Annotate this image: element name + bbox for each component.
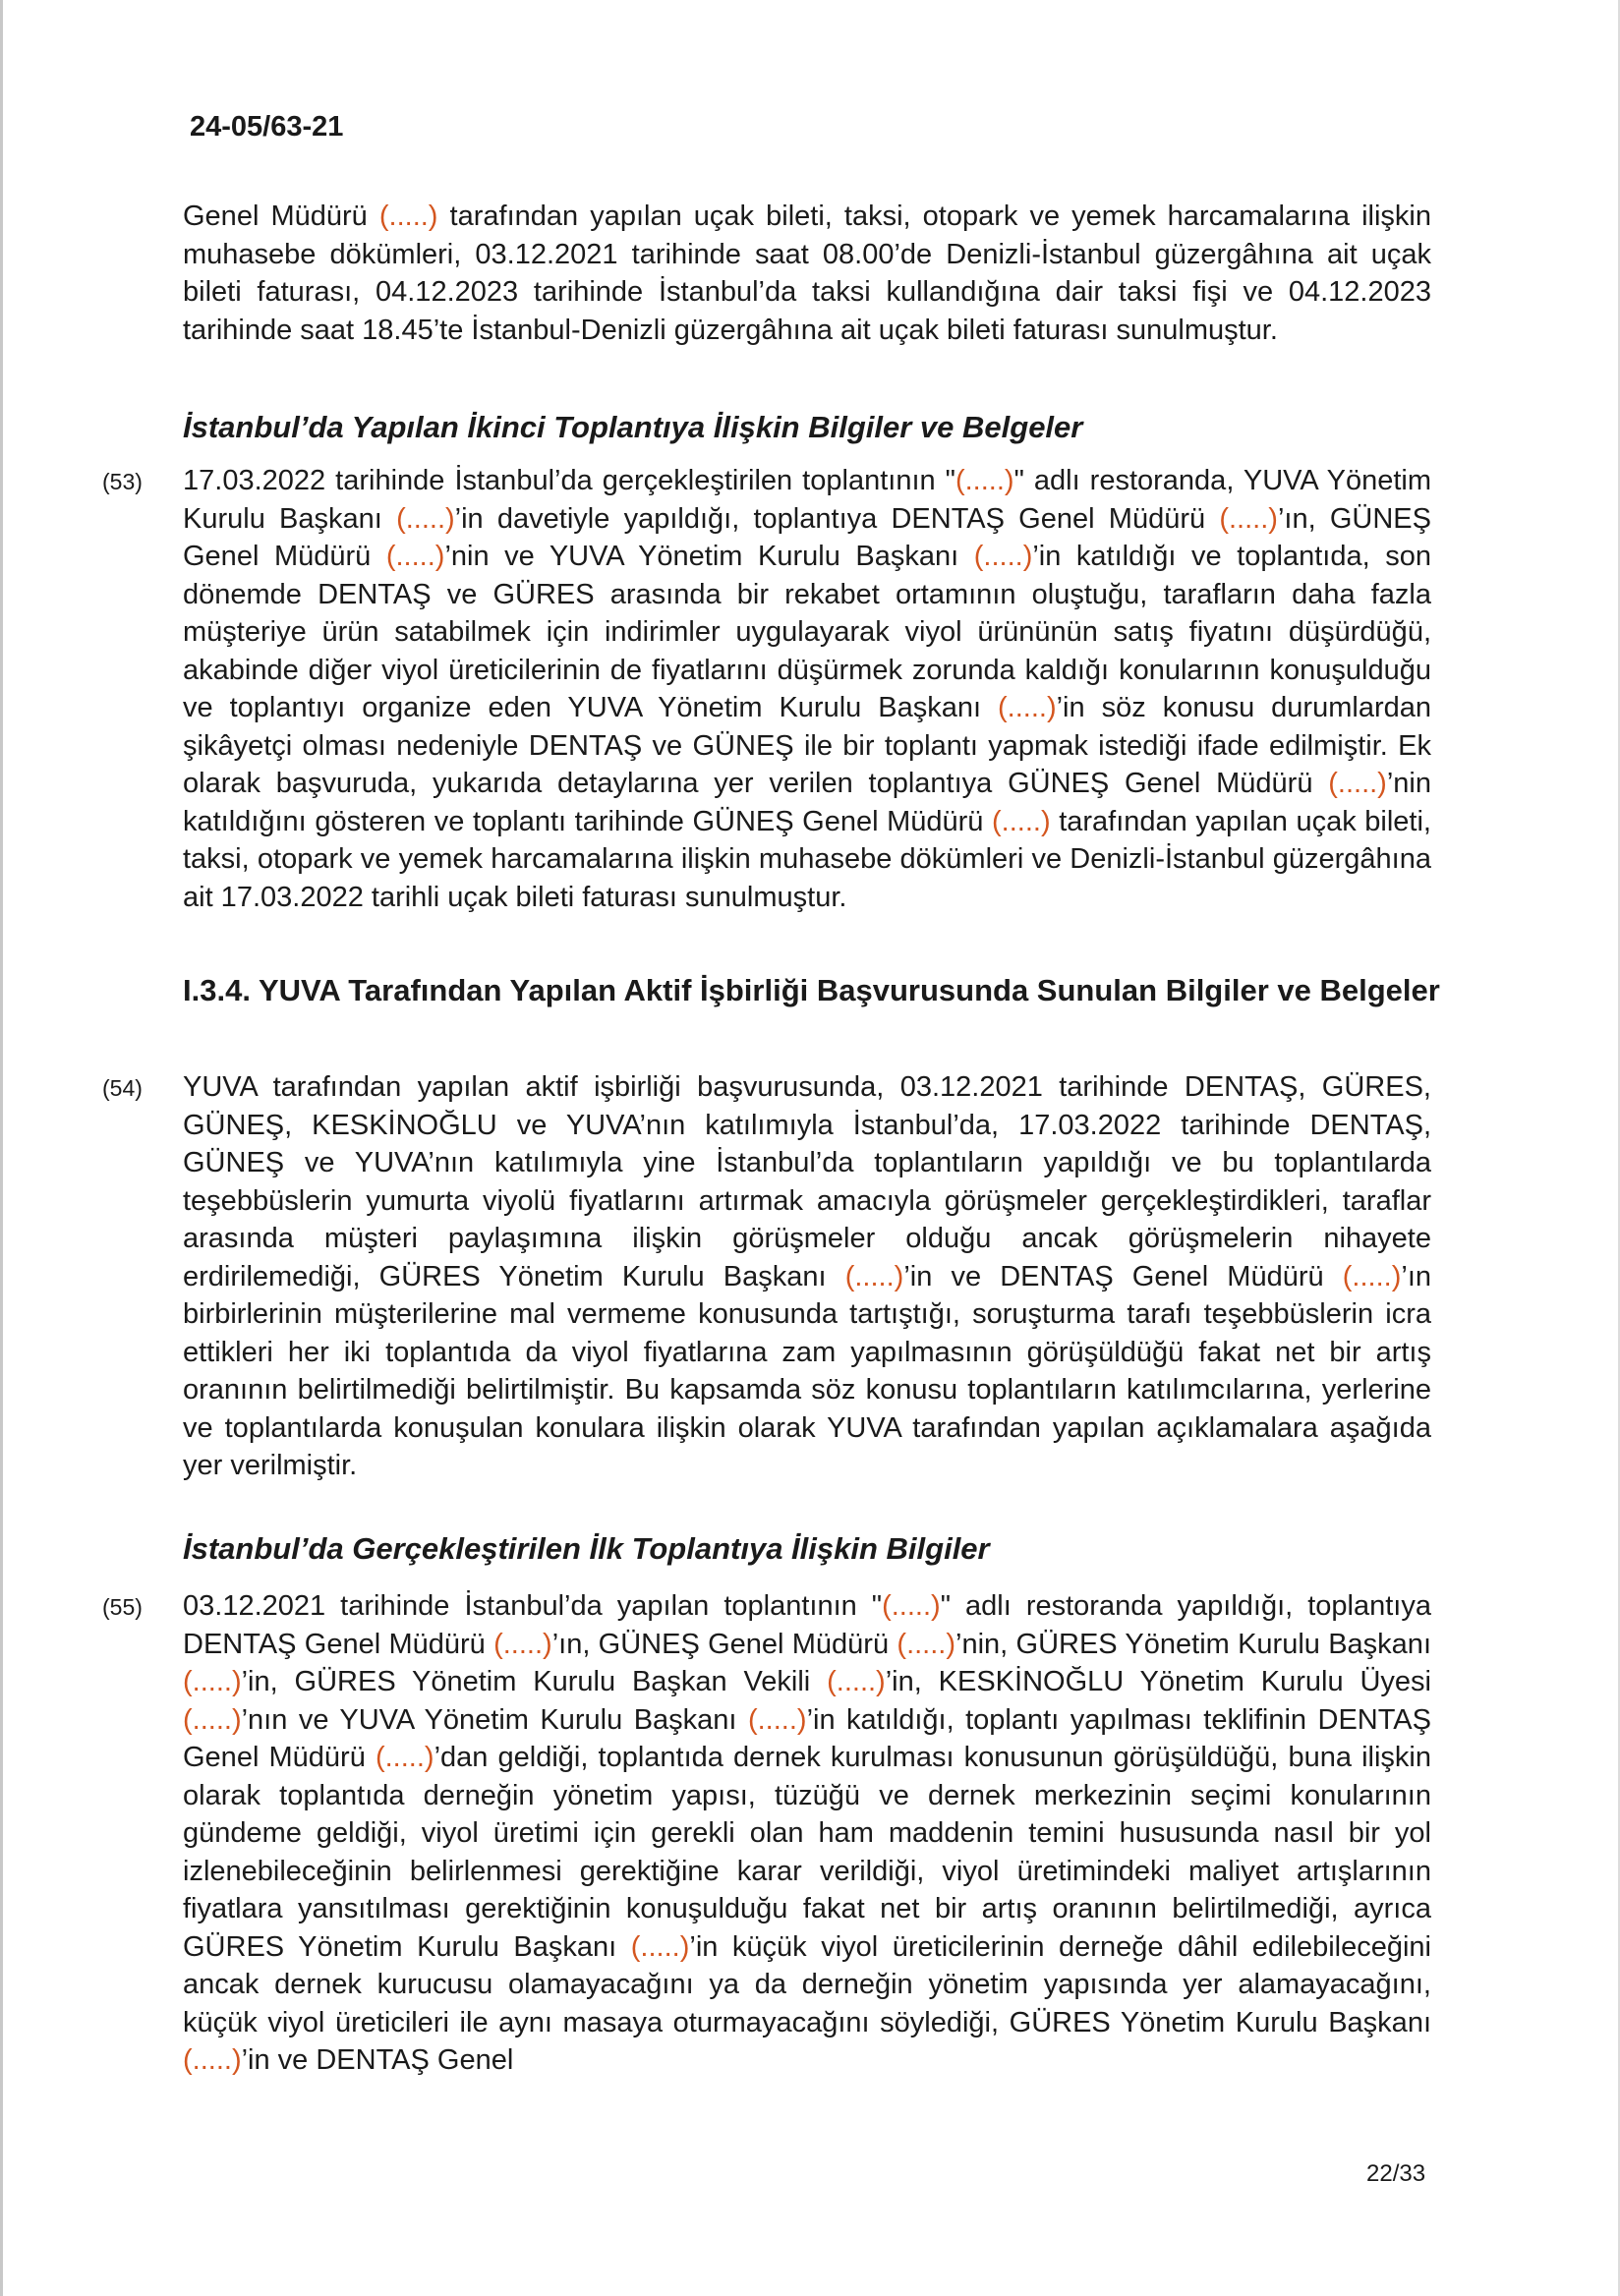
paragraph-continued: [183, 198, 1431, 349]
redaction-mark: (.....): [1219, 502, 1278, 535]
paragraph-number-54: (54): [102, 1075, 143, 1101]
paragraph-55: [183, 1587, 1431, 2080]
paragraph-53: [183, 462, 1431, 916]
redaction-mark: (.....): [396, 502, 455, 535]
redaction-mark: (.....): [882, 1590, 941, 1622]
redaction-mark: (.....): [183, 1703, 242, 1736]
paragraph-text: 17.03.2022 tarihinde İstanbul’da gerçekleştirilen toplantının "(.....)" adlı restoranda, YUVA Yönetim Kurulu Başkanı (.....)’in davetiyle yapıldığı, toplantıya DENTAŞ Genel Müdürü (.....)’ın, GÜNEŞ Genel Müdürü (.....)’nin ve YUVA Yönetim Kurulu Başkanı (.....)’in katıldığı ve toplantıda, son dönemde DENTAŞ ve GÜRES arasında bir rekabet ortamının oluştuğu, tarafların daha fazla müşteriye ürün satabilmek için indirimler uygulayarak viyol ürününün satış fiyatını düşürdüğü, akabinde diğer viyol üreticilerinin de fiyatlarını düşürmek zorunda kaldığı konularının konuşulduğu ve toplantıyı organize eden YUVA Yönetim Kurulu Başkanı (.....)’in söz konusu durumlardan şikâyetçi olması nedeniyle DENTAŞ ve GÜNEŞ ile bir toplantı yapmak istediği ifade edilmiştir. Ek olarak başvuruda, yukarıda detaylarına yer verilen toplantıya GÜNEŞ Genel Müdürü (.....)’nin katıldığını gösteren ve toplantı tarihinde GÜNEŞ Genel Müdürü (.....) tarafından yapılan uçak bileti, taksi, otopark ve yemek harcamalarına ilişkin muhasebe dökümleri ve Denizli-İstanbul güzergâhına ait 17.03.2022 tarihli uçak bileti faturası sunulmuştur.: [183, 465, 1431, 913]
redaction-mark: (.....): [493, 1628, 552, 1660]
section-heading-first-meeting: İstanbul’da Gerçekleştirilen İlk Toplantıya İlişkin Bilgiler: [183, 1531, 990, 1566]
paragraph-number-55: (55): [102, 1594, 143, 1620]
scan-left-edge: [0, 0, 3, 2296]
redaction-mark: (.....): [992, 805, 1051, 837]
redaction-mark: (.....): [385, 541, 445, 572]
redaction-mark: (.....): [844, 1260, 904, 1292]
redaction-mark: (.....): [183, 2044, 242, 2076]
redaction-mark: (.....): [375, 1742, 434, 1773]
redaction-mark: (.....): [378, 201, 438, 232]
redaction-mark: (.....): [630, 1930, 690, 1963]
paragraph-text: YUVA tarafından yapılan aktif işbirliği başvurusunda, 03.12.2021 tarihinde DENTAŞ, GÜRES, GÜNEŞ, KESKİNOĞLU ve YUVA’nın katılımıyla İstanbul’da, 17.03.2022 tarihinde DENTAŞ, GÜNEŞ ve YUVA’nın katılımıyla yine İstanbul’da toplantıların yapıldığı ve bu toplantılarda teşebbüslerin yumurta viyolü fiyatlarını artırmak amacıyla görüşmeler gerçekleştirdikleri, taraflar arasında müşteri paylaşımına ilişkin görüşmeler olduğu ancak görüşmelerin nihayete erdirilemediği, GÜRES Yönetim Kurulu Başkanı (.....)’in ve DENTAŞ Genel Müdürü (.....)’ın birbirlerinin müşterilerine mal vermeme konusunda tartıştığı, soruşturma tarafı teşebbüslerin icra ettikleri her iki toplantıda da viyol fiyatlarına zam yapılmasının görüşüldüğü fakat net bir artış oranının belirtilmediği belirtilmiştir. Bu kapsamda söz konusu toplantıların katılımcılarına, yerlerine ve toplantılarda konuşulan konulara ilişkin olarak YUVA tarafından yapılan açıklamalara aşağıda yer verilmiştir.: [183, 1071, 1432, 1481]
redaction-mark: (.....): [1328, 768, 1387, 799]
document-code: 24-05/63-21: [190, 111, 344, 143]
redaction-mark: (.....): [1342, 1260, 1402, 1292]
paragraph-number-53: (53): [102, 469, 143, 494]
redaction-mark: (.....): [955, 465, 1014, 496]
redaction-mark: (.....): [183, 1666, 242, 1697]
redaction-mark: (.....): [747, 1703, 807, 1736]
redaction-mark: (.....): [973, 541, 1033, 572]
redaction-mark: (.....): [998, 692, 1057, 723]
redaction-mark: (.....): [827, 1666, 886, 1697]
page-number: 22/33: [1366, 2160, 1426, 2187]
redaction-mark: (.....): [897, 1628, 956, 1660]
paragraph-text: 03.12.2021 tarihinde İstanbul’da yapılan toplantının "(.....)" adlı restoranda yapıldığı, toplantıya DENTAŞ Genel Müdürü (.....)’ın, GÜNEŞ Genel Müdürü (.....)’nin, GÜRES Yönetim Kurulu Başkanı (.....)’in, GÜRES Yönetim Kurulu Başkan Vekili (.....)’in, KESKİNOĞLU Yönetim Kurulu Üyesi (.....)’nın ve YUVA Yönetim Kurulu Başkanı (.....)’in katıldığı, toplantı yapılması teklifinin DENTAŞ Genel Müdürü (.....)’dan geldiği, toplantıda dernek kurulması konusunun görüşüldüğü, buna ilişkin olarak toplantıda derneğin yönetim yapısı, tüzüğü ve dernek merkezinin seçimi konularının gündeme geldiği, viyol üretimi için gerekli olan ham maddenin temini hususunda nasıl bir yol izlenebileceğinin belirlenmesi gerektiğine karar verildiği, viyol üretimindeki maliyet artışlarının fiyatlara yansıtılması gerektiğinin konuşulduğu fakat net bir artış oranının belirtilmediği, ayrıca GÜRES Yönetim Kurulu Başkanı (.....)’in küçük viyol üreticilerinin derneğe dâhil edilebileceğini ancak dernek kurucusu olamayacağını ya da derneğin yönetim yapısında yer alamayacağını, küçük viyol üreticileri ile aynı masaya oturmayacağını söylediği, GÜRES Yönetim Kurulu Başkanı (.....)’in ve DENTAŞ Genel: [183, 1590, 1431, 2076]
paragraph-text: Genel Müdürü (.....) tarafından yapılan uçak bileti, taksi, otopark ve yemek harcamalarına ilişkin muhasebe dökümleri, 03.12.2021 tarihinde saat 08.00’de Denizli-İstanbul güzergâhına ait uçak bileti faturası, 04.12.2023 tarihinde İstanbul’da taksi kullandığına dair taksi fişi ve 04.12.2023 tarihinde saat 18.45’te İstanbul-Denizli güzergâhına ait uçak bileti faturası sunulmuştur.: [183, 201, 1431, 346]
section-heading-second-meeting: İstanbul’da Yapılan İkinci Toplantıya İlişkin Bilgiler ve Belgeler: [183, 410, 1083, 444]
paragraph-54: [183, 1068, 1431, 1485]
section-heading-yuva-application: I.3.4. YUVA Tarafından Yapılan Aktif İşbirliği Başvurusunda Sunulan Bilgiler ve Belgeler: [183, 973, 1440, 1007]
